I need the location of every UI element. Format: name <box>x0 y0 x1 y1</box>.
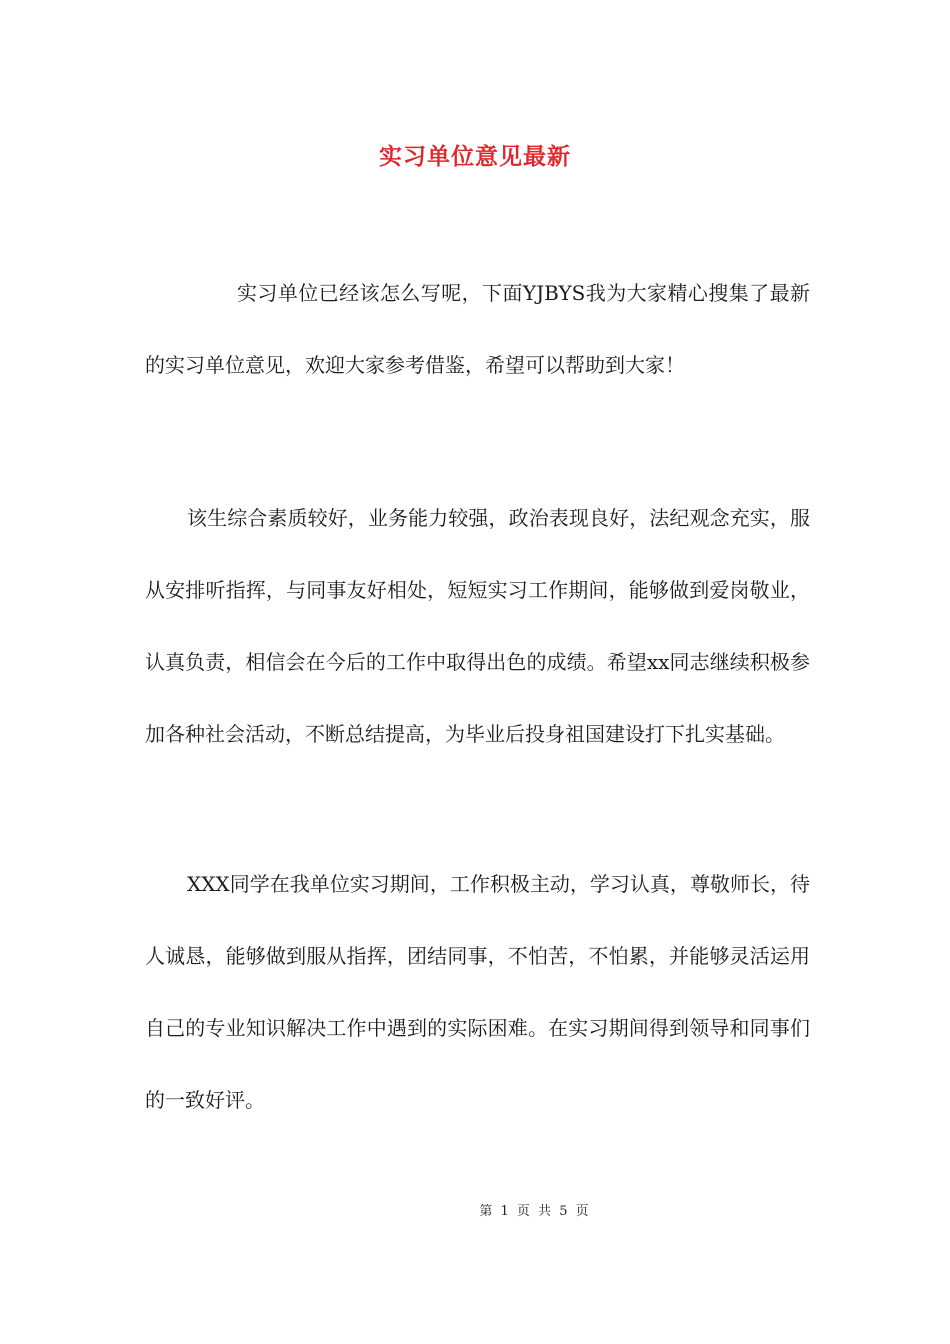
page-number-footer: 第 1 页 共 5 页 <box>479 1204 591 1219</box>
opinion-paragraph-2: XXX同学在我单位实习期间，工作积极主动，学习认真，尊敬师长，待人诚恳，能够做到服从指挥，团结同事，不怕苦，不怕累，并能够灵活运用自己的专业知识解决工作中遇到的实际困难。在实习期间得到领导和同事们的一致好评。 <box>145 872 810 1112</box>
opinion-paragraph-1: 该生综合素质较好，业务能力较强，政治表现良好，法纪观念充实，服从安排听指挥，与同事友好相处，短短实习工作期间，能够做到爱岗敬业，认真负责，相信会在今后的工作中取得出色的成绩。希望xx同志继续积极参加各种社会活动，不断总结提高，为毕业后投身祖国建设打下扎实基础。 <box>145 506 810 746</box>
intro-paragraph: 实习单位已经该怎么写呢，下面YJBYS我为大家精心搜集了最新的实习单位意见，欢迎大家参考借鉴，希望可以帮助到大家！ <box>145 281 810 377</box>
document-title: 实习单位意见最新 <box>379 143 571 170</box>
